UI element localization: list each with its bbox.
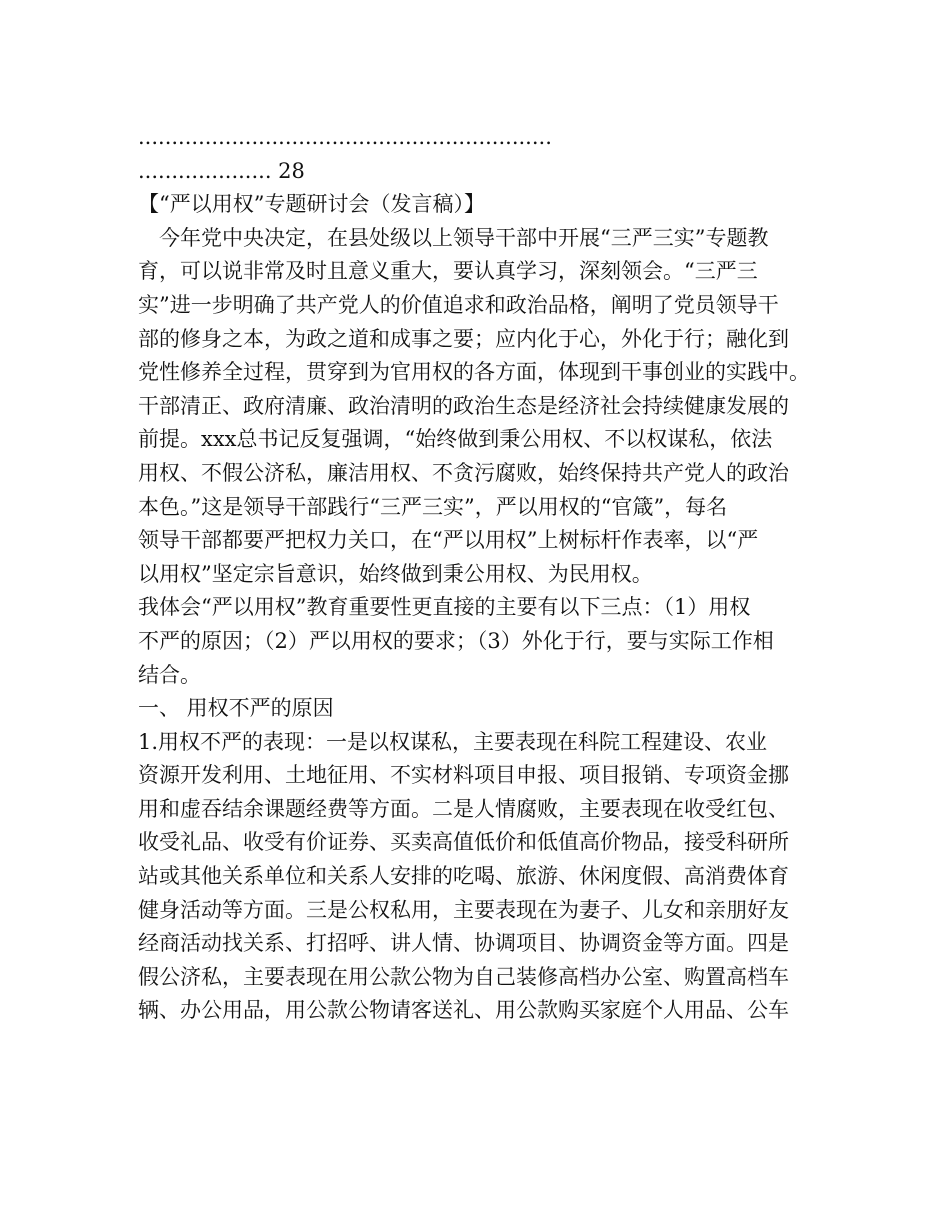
text-line: 结合。 [138,662,201,687]
toc-page-number-line: .................... 28 [138,158,305,183]
text-line: 今年党中央决定，在县处级以上领导干部中开展“三严三实”专题教 [138,225,769,250]
text-line: 健身活动等方面。三是公权私用，主要表现在为妻子、儿女和亲朋好友 [138,897,789,922]
document-heading: 【“严以用权”专题研讨会（发言稿）】 [138,192,485,217]
paragraph-three-points [138,591,828,692]
text-line: 用权、不假公济私，廉洁用权、不贪污腐败，始终保持共产党人的政治 [138,460,789,485]
text-line: 经商活动找关系、打招呼、讲人情、协调项目、协调资金等方面。四是 [138,931,789,956]
text-line: 实”进一步明确了共产党人的价值追求和政治品格，阐明了党员领导干 [138,292,779,317]
section-title: 一、 用权不严的原因 [138,696,334,721]
text-line: 辆、办公用品，用公款公物请客送礼、用公款购买家庭个人用品、公车 [138,998,789,1023]
paragraph-intro [138,222,828,592]
text-line: 站或其他关系单位和关系人安排的吃喝、旅游、休闲度假、高消费体育 [138,864,789,889]
text-line: 前提。xxx总书记反复强调，“始终做到秉公用权、不以权谋私，依法 [138,427,773,452]
text-line: 党性修养全过程，贯穿到为官用权的各方面，体现到干事创业的实践中。 [138,360,810,385]
text-line: 用和虚吞结余课题经费等方面。二是人情腐败，主要表现在收受红包、 [138,796,789,821]
text-line: 干部清正、政府清廉、政治清明的政治生态是经济社会持续健康发展的 [138,393,789,418]
document-body [138,121,828,1028]
text-line: 我体会“严以用权”教育重要性更直接的主要有以下三点：（1）用权 [138,595,751,620]
text-line: 不严的原因；（2）严以用权的要求；（3）外化于行，要与实际工作相 [138,628,774,653]
text-line: 1.用权不严的表现：一是以权谋私，主要表现在科院工程建设、农业 [138,729,768,754]
text-line: 本色。”这是领导干部践行“三严三实”，严以用权的“官箴”，每名 [138,494,728,519]
text-line: 部的修身之本，为政之道和成事之要；应内化于心，外化于行；融化到 [138,326,789,351]
text-line: 假公济私，主要表现在用公款公物为自己装修高档办公室、购置高档车 [138,964,789,989]
text-line: 育，可以说非常及时且意义重大，要认真学习，深刻领会。“三严三 [138,259,758,284]
paragraph-manifestations [138,726,828,1028]
text-line: 资源开发利用、土地征用、不实材料项目申报、项目报销、专项资金挪 [138,763,789,788]
text-line: 收受礼品、收受有价证券、买卖高值低价和低值高价物品，接受科研所 [138,830,789,855]
toc-dots-line: .............................................................. [138,125,552,149]
text-line: 领导干部都要严把权力关口，在“严以用权”上树标杆作表率，以“严 [138,528,759,553]
text-line: 以用权”坚定宗旨意识，始终做到秉公用权、为民用权。 [138,561,653,586]
